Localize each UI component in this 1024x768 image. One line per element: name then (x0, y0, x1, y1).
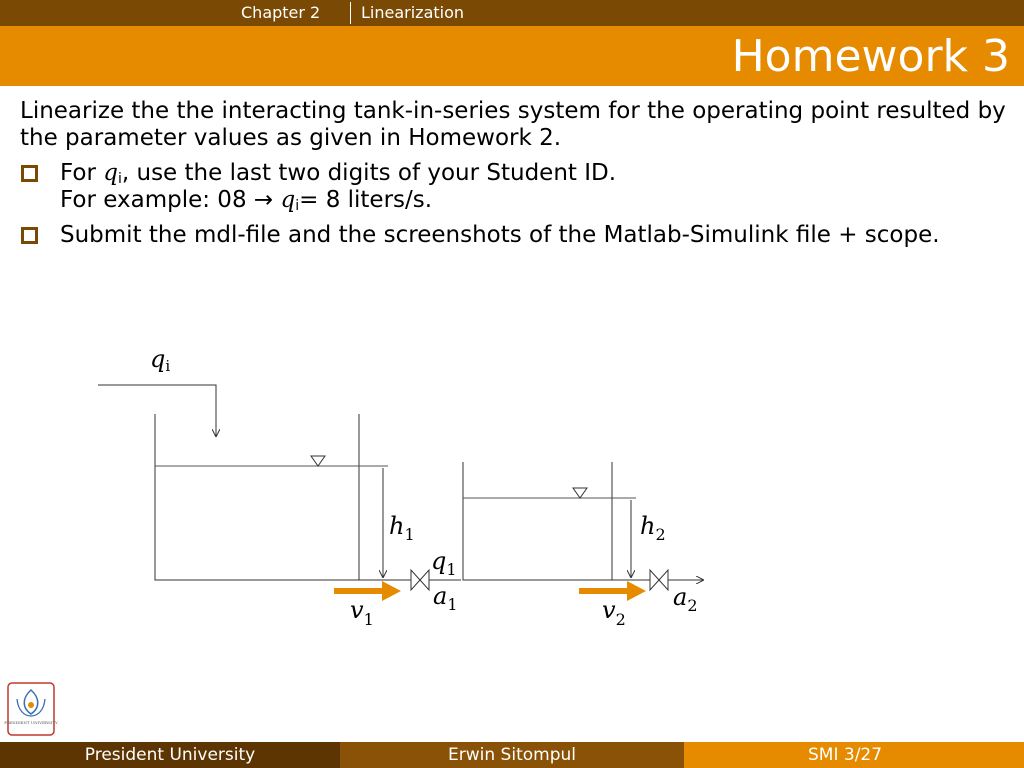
level-marker-icon (311, 456, 325, 466)
svg-text:q1 (431, 547, 457, 579)
label-q1: q (431, 547, 447, 575)
intro-paragraph: Linearize the the interacting tank-in-series system for the operating point resulted by the parameter values as given in Homework 2. (20, 98, 1006, 151)
svg-text:h2 (640, 512, 666, 544)
label-h2: h (640, 512, 656, 540)
qi-var-2: q (280, 187, 296, 213)
svg-text:qi (150, 345, 170, 375)
label-h1-sub: 1 (404, 525, 415, 544)
tank-2 (463, 462, 612, 580)
logo-text: PRESIDENT UNIVERSITY (4, 720, 58, 725)
qi-sub: i (117, 171, 122, 187)
label-h1: h (389, 512, 405, 540)
svg-text:a2 (673, 583, 698, 615)
label-v2-sub: 2 (615, 610, 626, 629)
flow-arrow-v1-icon (334, 581, 401, 601)
inflow-pipe (98, 385, 216, 436)
label-a1: a (433, 582, 448, 610)
bullet2-text: Submit the mdl-file and the screenshots of the Matlab-Simulink file + scope. (60, 222, 940, 248)
footer-bar (0, 742, 1024, 768)
bullet1-suffix: , use the last two digits of your Student ID. (121, 160, 617, 186)
footer-page (684, 742, 1024, 768)
valve-2-icon (650, 570, 668, 590)
label-h2-sub: 2 (655, 525, 666, 544)
label-qi: q (150, 345, 166, 373)
valve-1-icon (411, 570, 429, 590)
right-arrow-icon: → (253, 187, 274, 213)
svg-text:a1 (433, 582, 458, 614)
svg-text:v2 (602, 596, 626, 629)
label-a2-sub: 2 (687, 596, 698, 615)
label-q1-sub: 1 (446, 560, 457, 579)
tank-1 (155, 414, 359, 580)
footer-university: President University (0, 742, 340, 768)
label-a1-sub: 1 (447, 595, 458, 614)
example-prefix: For example: 08 (60, 187, 254, 213)
section-label: Linearization (361, 3, 465, 22)
footer-page-label: SMI 3/27 (808, 745, 883, 765)
svg-text:h1 (389, 512, 415, 544)
svg-text:v1 (350, 596, 374, 629)
bullet1-prefix: For (60, 160, 104, 186)
label-v2: v (602, 596, 616, 624)
label-v1: v (350, 596, 364, 624)
chapter-label: Chapter 2 (241, 3, 321, 22)
footer-author: Erwin Sitompul (340, 742, 684, 768)
qi-var: q (103, 160, 118, 186)
example-suffix: = 8 liters/s. (299, 187, 433, 213)
qi-sub-2: i (295, 198, 300, 214)
label-v1-sub: 1 (363, 610, 374, 629)
slide-title: Homework 3 (731, 31, 1010, 82)
label-a2: a (673, 583, 688, 611)
university-logo (4, 683, 58, 735)
level-marker-icon (573, 488, 587, 498)
label-qi-sub: i (165, 357, 171, 375)
